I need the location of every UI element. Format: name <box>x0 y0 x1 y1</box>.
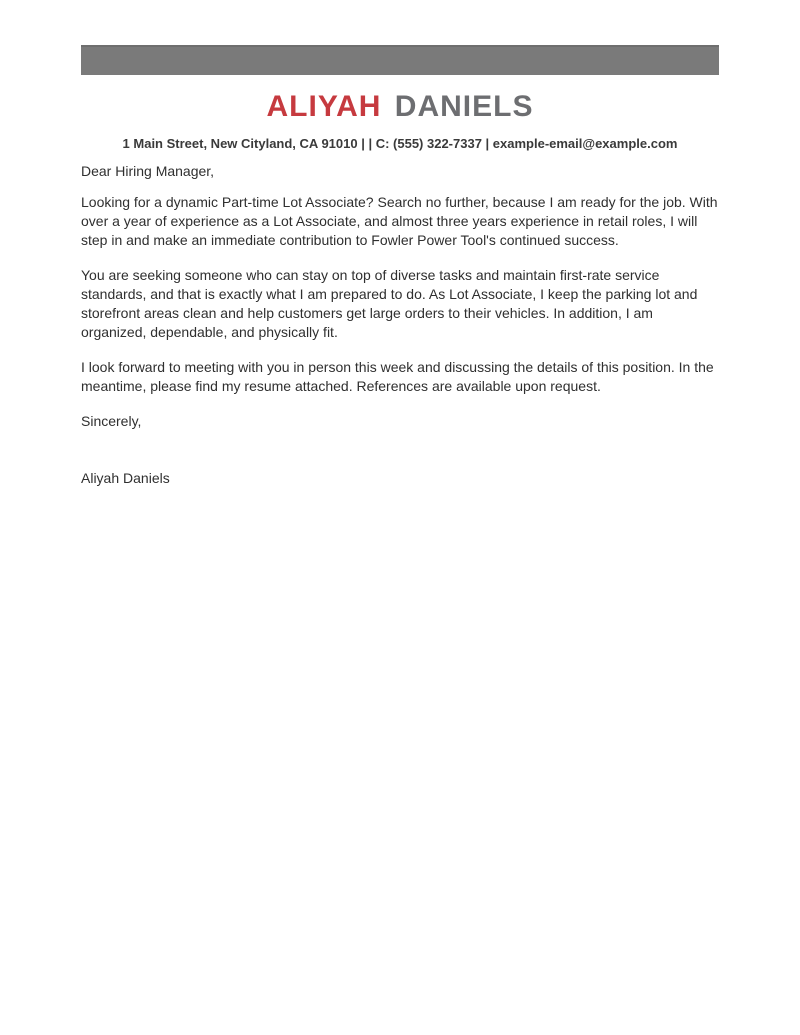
letter-body <box>81 162 719 488</box>
closing: Sincerely, <box>81 413 142 429</box>
contact-info-line: 1 Main Street, New Cityland, CA 91010 | | C: (555) 322-7337 | example-email@example.com <box>122 136 678 151</box>
salutation: Dear Hiring Manager, <box>81 163 215 179</box>
paragraph-followup: I look forward to meeting with you in person this week and discussing the details of this position. In the meantime, please find my resume attached. References are available upon request. <box>81 359 714 394</box>
candidate-last-name: DANIELS <box>394 90 534 123</box>
candidate-name-heading <box>0 91 800 123</box>
paragraph-intro: Looking for a dynamic Part-time Lot Associate? Search no further, because I am ready for the job. With over a year of experience as a Lot Associate, and almost three years experience in retail roles, I will step in and make an immediate contribution to Fowler Power Tool's continued success. <box>81 194 718 248</box>
header-bar <box>81 45 719 75</box>
candidate-first-name: ALIYAH <box>266 90 382 123</box>
paragraph-qualifications: You are seeking someone who can stay on top of diverse tasks and maintain first-rate service standards, and that is exactly what I am prepared to do. As Lot Associate, I keep the parking lot and storefront areas clean and help customers get large orders to their vehicles. In addition, I am organized, dependable, and physically fit. <box>81 267 698 340</box>
signature-name: Aliyah Daniels <box>81 470 170 486</box>
